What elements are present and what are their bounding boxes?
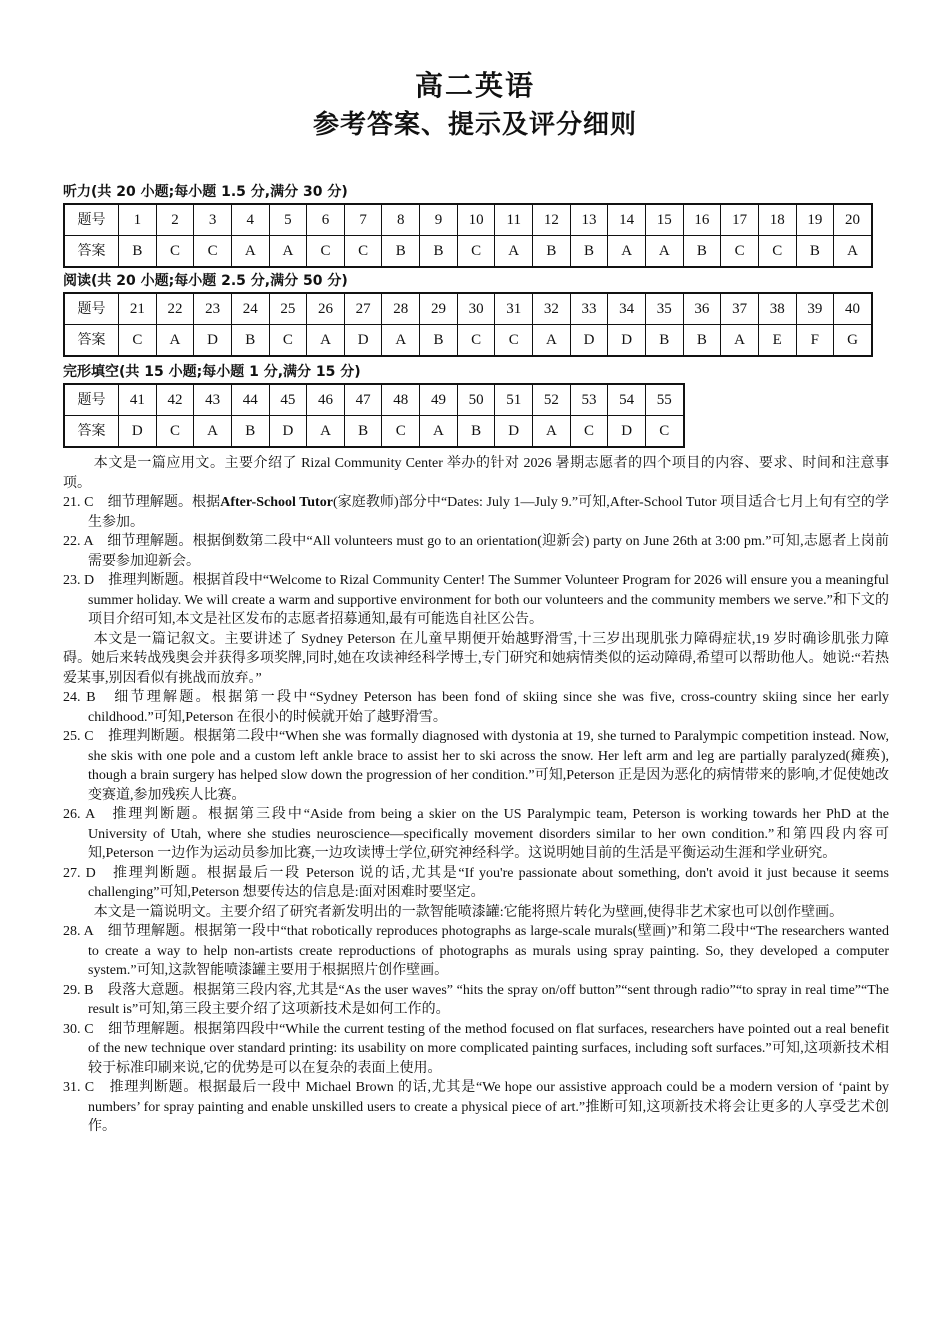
answer-explanation-22: 22. A 细节理解题。根据倒数第二段中“All volunteers must go to an orientation(迎新会) party on June 26th at 3:00 pm.”可知,志愿者上岗前需要参加迎新会。 — [63, 534, 889, 569]
q21-keyword: After-School Tutor — [220, 495, 333, 510]
question-number-cell: 26 — [307, 293, 345, 325]
question-number-cell: 2 — [156, 204, 194, 236]
answer-cell: A — [269, 236, 307, 268]
question-number-cell: 43 — [194, 384, 232, 416]
question-number-cell: 4 — [231, 204, 269, 236]
question-number-cell: 38 — [758, 293, 796, 325]
answer-cell: C — [344, 236, 382, 268]
question-number-cell: 24 — [231, 293, 269, 325]
answer-cell: B — [119, 236, 157, 268]
page-title: 高二英语 — [414, 69, 535, 102]
answer-cell: C — [382, 416, 420, 448]
question-number-cell: 48 — [382, 384, 420, 416]
question-number-row — [64, 293, 872, 325]
answer-cell: B — [420, 325, 458, 357]
passage-b-intro: 本文是一篇记叙文。主要讲述了 Sydney Peterson 在儿童早期便开始越野滑雪,十三岁出现肌张力障碍症状,19 岁时确诊肌张力障碍。她后来转战残奥会并获得多项奖牌,同时,她在攻读神经科学博士,专门研究和她病情类似的运动障碍,希望可以帮助他人。她说:“若热爱某事,别因看似有挑战而放弃。” — [63, 631, 889, 686]
question-number-cell: 15 — [645, 204, 683, 236]
question-number-cell: 5 — [269, 204, 307, 236]
answer-cell: A — [420, 416, 458, 448]
page-subtitle: 参考答案、提示及评分细则 — [312, 110, 637, 140]
answer-cell: D — [608, 325, 646, 357]
section-heading-cloze: 完形填空(共 15 小题;每小题 1 分,满分 15 分) — [63, 364, 361, 380]
answer-table-cloze — [63, 383, 685, 448]
question-number-cell: 41 — [119, 384, 157, 416]
question-number-cell: 42 — [156, 384, 194, 416]
answer-cell: C — [156, 416, 194, 448]
answer-cell: B — [796, 236, 834, 268]
answer-cell: A — [834, 236, 872, 268]
answer-cell: D — [495, 416, 533, 448]
answer-cell: A — [307, 416, 345, 448]
explanations — [63, 454, 889, 1137]
row-label: 答案 — [64, 236, 119, 268]
answer-table-listening — [63, 203, 873, 268]
answer-cell: A — [533, 325, 571, 357]
question-number-cell: 1 — [119, 204, 157, 236]
answer-cell: C — [156, 236, 194, 268]
answer-explanation-26: 26. A 推理判断题。根据第三段中“Aside from being a skier on the US Paralympic team, Peterson is working towards her PhD at the University of Utah, where she studies neuroscience—specifically movement disorders similar to her own condition.”和第四段内容可知,Peterson 一边作为运动员参加比赛,一边攻读博士学位,研究神经科学。这说明她目前的生活是平衡运动生涯和学业研究。 — [63, 807, 889, 861]
answer-cell: C — [495, 325, 533, 357]
answer-cell: A — [156, 325, 194, 357]
question-number-cell: 8 — [382, 204, 420, 236]
answer-cell: C — [269, 325, 307, 357]
question-number-cell: 34 — [608, 293, 646, 325]
answer-cell: C — [119, 325, 157, 357]
answer-cell: E — [758, 325, 796, 357]
answer-cell: D — [194, 325, 232, 357]
passage-c-intro: 本文是一篇说明文。主要介绍了研究者新发明出的一款智能喷漆罐:它能将照片转化为壁画,使得非艺术家也可以创作壁画。 — [93, 904, 844, 920]
answer-cell: D — [608, 416, 646, 448]
question-number-cell: 44 — [231, 384, 269, 416]
question-number-cell: 51 — [495, 384, 533, 416]
question-number-cell: 22 — [156, 293, 194, 325]
answer-row — [64, 236, 872, 268]
question-number-cell: 40 — [834, 293, 872, 325]
answer-explanation-23: 23. D 推理判断题。根据首段中“Welcome to Rizal Community Center! The Summer Volunteer Program for 2026 will ensure you a meaningful summer holiday. We will create a warm and supportive environment for both our volunteers and the community members we serve.”和下文的项目介绍可知,本文是社区发布的志愿者招募通知,最有可能选自社区公告。 — [63, 573, 889, 627]
answer-cell: B — [344, 416, 382, 448]
question-number-cell: 7 — [344, 204, 382, 236]
question-number-cell: 33 — [570, 293, 608, 325]
answer-cell: C — [457, 325, 495, 357]
answer-explanation-25: 25. C 推理判断题。根据第二段中“When she was formally diagnosed with dystonia at 19, she turned to Paralympic competition instead. Now, she skis with one pole and a custom left ankle brace to assist her to ski across the snow. Her left arm and leg are partially paralyzed(瘫痪), though a brain surgery has helped slow down the progression of her condition.”可知,Peterson 正是因为恶化的病情带来的影响,才促使她改变赛道,参加残疾人比赛。 — [63, 729, 889, 803]
answer-cell: B — [533, 236, 571, 268]
question-number-cell: 32 — [533, 293, 571, 325]
answer-explanation-24: 24. B 细节理解题。根据第一段中“Sydney Peterson has been fond of skiing since she was five, cross-country skiing since her early childhood.”可知,Peterson 在很小的时候就开始了越野滑雪。 — [63, 690, 889, 725]
answer-explanation-28: 28. A 细节理解题。根据第一段中“that robotically reproduces photographs as large-scale murals(壁画)”和第二段中“The researchers wanted to create a way to help non-artists create reproductions of photographs as murals using spray painting. So, they developed a computer system.”可知,这款智能喷漆罐主要用于根据照片创作壁画。 — [63, 924, 889, 978]
answer-cell: C — [194, 236, 232, 268]
question-number-cell: 16 — [683, 204, 721, 236]
answer-table-reading — [63, 292, 873, 357]
question-number-cell: 19 — [796, 204, 834, 236]
answer-cell: D — [570, 325, 608, 357]
q21-prefix: 21. C 细节理解题。根据 — [63, 495, 221, 510]
question-number-cell: 23 — [194, 293, 232, 325]
answer-cell: A — [721, 325, 759, 357]
question-number-cell: 49 — [420, 384, 458, 416]
answer-cell: A — [645, 236, 683, 268]
answer-cell: B — [570, 236, 608, 268]
question-number-cell: 52 — [533, 384, 571, 416]
answer-cell: A — [194, 416, 232, 448]
answer-explanation-31: 31. C 推理判断题。根据最后一段中 Michael Brown 的话,尤其是“We hope our assistive approach could be a modern version of ‘paint by numbers’ for spray painting and enable unskilled users to create a physical piece of art.”推断可知,这项新技术将会让更多的人享受艺术创作。 — [63, 1080, 889, 1134]
question-number-cell: 10 — [457, 204, 495, 236]
question-number-cell: 37 — [721, 293, 759, 325]
question-number-cell: 20 — [834, 204, 872, 236]
q21-suffix: (家庭教师)部分中“Dates: July 1—July 9.”可知,After-School Tutor 项目适合七月上旬有空的学生参加。 — [88, 495, 889, 530]
answer-cell: A — [533, 416, 571, 448]
question-number-cell: 50 — [457, 384, 495, 416]
answer-cell: B — [382, 236, 420, 268]
answer-cell: B — [231, 416, 269, 448]
question-number-cell: 55 — [645, 384, 683, 416]
question-number-cell: 39 — [796, 293, 834, 325]
question-number-cell: 13 — [570, 204, 608, 236]
question-number-cell: 25 — [269, 293, 307, 325]
answer-explanation-29: 29. B 段落大意题。根据第三段内容,尤其是“As the user waves” “hits the spray on/off button”“sent through radio”“to spray in real time”“The result is”可知,第三段主要介绍了这项新技术是如何工作的。 — [63, 982, 889, 1017]
question-number-cell: 17 — [721, 204, 759, 236]
question-number-row — [64, 204, 872, 236]
answer-row — [64, 325, 872, 357]
answer-cell: C — [307, 236, 345, 268]
question-number-cell: 36 — [683, 293, 721, 325]
answer-cell: C — [721, 236, 759, 268]
question-number-cell: 45 — [269, 384, 307, 416]
row-label: 答案 — [64, 416, 119, 448]
answer-cell: B — [457, 416, 495, 448]
answer-cell: D — [119, 416, 157, 448]
question-number-cell: 9 — [420, 204, 458, 236]
question-number-cell: 53 — [570, 384, 608, 416]
answer-cell: B — [683, 325, 721, 357]
question-number-cell: 46 — [307, 384, 345, 416]
question-number-cell: 29 — [420, 293, 458, 325]
answer-cell: D — [344, 325, 382, 357]
question-number-cell: 14 — [608, 204, 646, 236]
question-number-cell: 54 — [608, 384, 646, 416]
row-label: 题号 — [64, 384, 119, 416]
answer-cell: C — [457, 236, 495, 268]
question-number-cell: 6 — [307, 204, 345, 236]
answer-cell: C — [645, 416, 683, 448]
answer-explanation-27: 27. D 推理判断题。根据最后一段 Peterson 说的话,尤其是“If you're passionate about something, don't avoid it just because it seems challenging”可知,Peterson 想要传达的信息是:面对困难时要坚定。 — [63, 865, 889, 900]
answer-row — [64, 416, 684, 448]
question-number-cell: 30 — [457, 293, 495, 325]
question-number-cell: 18 — [758, 204, 796, 236]
answer-cell: A — [608, 236, 646, 268]
answer-explanation-21 — [63, 493, 889, 532]
answer-cell: G — [834, 325, 872, 357]
answer-explanation-30: 30. C 细节理解题。根据第四段中“While the current testing of the method focused on flat surfaces, researchers have pointed out a real benefit of the new technique over standard printing: its usability on more complicated painting surfaces, including soft surfaces.”可知,这项新技术相较于标准印刷来说,它的优势是可以在复杂的表面上使用。 — [63, 1021, 889, 1076]
question-number-row — [64, 384, 684, 416]
question-number-cell: 28 — [382, 293, 420, 325]
question-number-cell: 3 — [194, 204, 232, 236]
answer-cell: B — [420, 236, 458, 268]
row-label: 答案 — [64, 325, 119, 357]
section-heading-reading: 阅读(共 20 小题;每小题 2.5 分,满分 50 分) — [63, 273, 348, 289]
question-number-cell: 47 — [344, 384, 382, 416]
answer-cell: F — [796, 325, 834, 357]
question-number-cell: 31 — [495, 293, 533, 325]
question-number-cell: 12 — [533, 204, 571, 236]
answer-cell: A — [231, 236, 269, 268]
answer-cell: A — [382, 325, 420, 357]
answer-cell: B — [231, 325, 269, 357]
answer-cell: D — [269, 416, 307, 448]
answer-cell: C — [570, 416, 608, 448]
question-number-cell: 21 — [119, 293, 157, 325]
row-label: 题号 — [64, 204, 119, 236]
passage-a-intro: 本文是一篇应用文。主要介绍了 Rizal Community Center 举办的针对 2026 暑期志愿者的四个项目的内容、要求、时间和注意事项。 — [63, 456, 889, 491]
answer-cell: C — [758, 236, 796, 268]
answer-cell: B — [645, 325, 683, 357]
answer-cell: A — [307, 325, 345, 357]
answer-cell: B — [683, 236, 721, 268]
row-label: 题号 — [64, 293, 119, 325]
question-number-cell: 27 — [344, 293, 382, 325]
section-heading-listening: 听力(共 20 小题;每小题 1.5 分,满分 30 分) — [63, 184, 348, 200]
question-number-cell: 35 — [645, 293, 683, 325]
question-number-cell: 11 — [495, 204, 533, 236]
answer-cell: A — [495, 236, 533, 268]
